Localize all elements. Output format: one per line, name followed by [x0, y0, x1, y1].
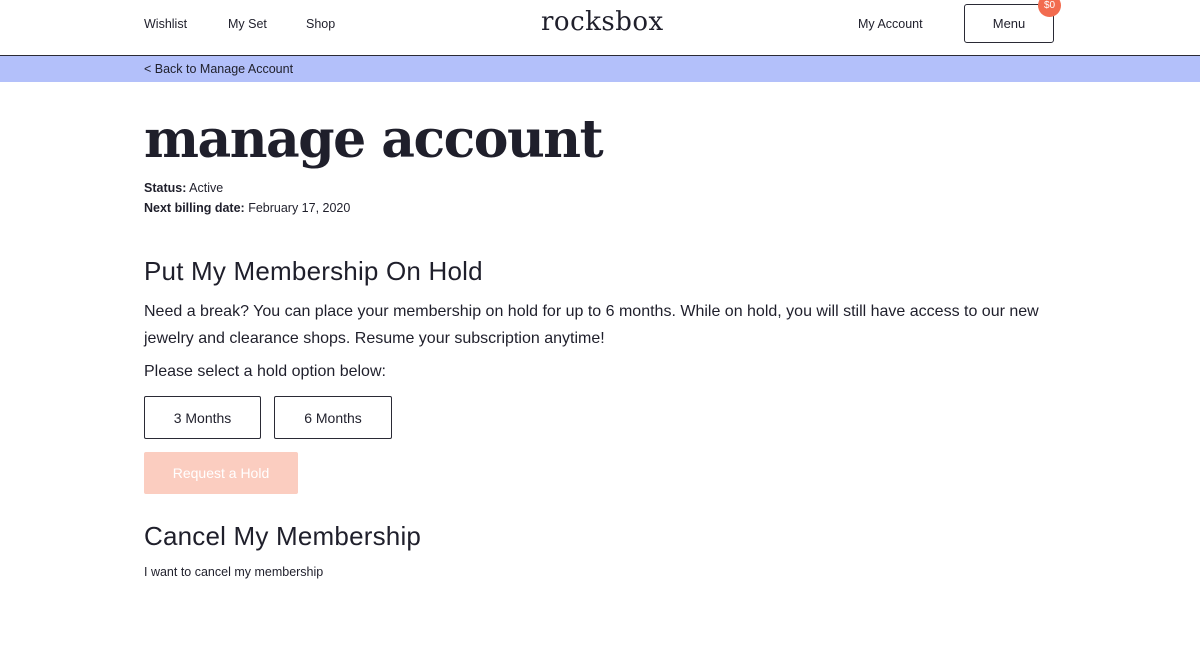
status-line	[144, 181, 223, 195]
page-title: manage account	[144, 109, 603, 170]
nav-my-account-link[interactable]: My Account	[858, 17, 923, 31]
cart-badge[interactable]: $0	[1038, 0, 1061, 17]
rocksbox-logo[interactable]: rocksbox	[541, 7, 664, 37]
hold-option-6-months-button[interactable]: 6 Months	[274, 396, 392, 439]
back-to-manage-account-link[interactable]: < Back to Manage Account	[144, 62, 294, 76]
hold-option-3-months-button[interactable]: 3 Months	[144, 396, 261, 439]
cancel-membership-link[interactable]: I want to cancel my membership	[144, 565, 324, 579]
status-label: Status:	[144, 181, 187, 195]
hold-section-heading: Put My Membership On Hold	[144, 256, 483, 286]
subnav-bar	[0, 56, 1200, 82]
nav-wishlist-link[interactable]: Wishlist	[144, 17, 188, 31]
status-value: Active	[189, 181, 224, 195]
site-header	[0, 0, 1200, 56]
menu-button[interactable]: Menu	[964, 4, 1054, 43]
hold-description: Need a break? You can place your membership on hold for up to 6 months. While on hold, you will still have access to our new jewelry and clearance shops. Resume your subscription anytime!	[144, 303, 1039, 347]
billing-date-value: February 17, 2020	[248, 201, 351, 215]
nav-my-set-link[interactable]: My Set	[228, 17, 267, 31]
nav-shop-link[interactable]: Shop	[306, 17, 336, 31]
billing-label: Next billing date:	[144, 201, 245, 215]
billing-line	[144, 201, 350, 215]
hold-option-prompt: Please select a hold option below:	[144, 363, 386, 380]
cancel-section-heading: Cancel My Membership	[144, 521, 422, 551]
request-hold-button[interactable]: Request a Hold	[144, 452, 298, 494]
